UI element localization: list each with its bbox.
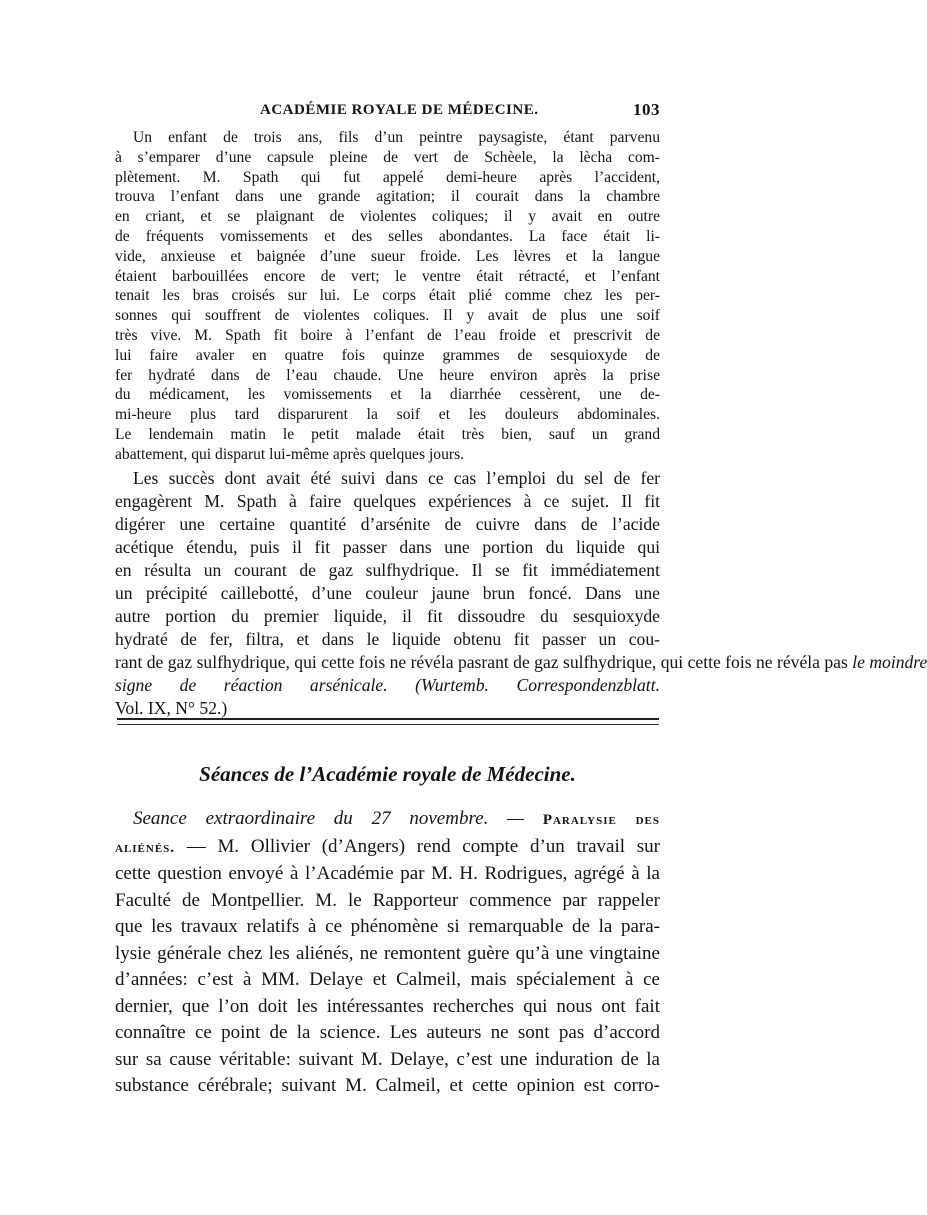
text-line: vide, anxieuse et baignée d’une sueur froide. Les lèvres et la langue <box>115 247 660 265</box>
divider-rule-bottom <box>117 724 659 725</box>
section-title: Séances de l’Académie royale de Médecine. <box>199 762 576 786</box>
seance-heading: Seance extraordinaire du 27 novembre. — <box>133 808 525 829</box>
text-line: Faculté de Montpellier. M. le Rapporteur commence par rappeler <box>115 889 660 911</box>
text-line: autre portion du premier liquide, il fit dissoudre du sesquioxyde <box>115 605 660 626</box>
text-line: du médicament, les vomissements et la diarrhée cessèrent, une de- <box>115 386 660 404</box>
running-title: ACADÉMIE ROYALE DE MÉDECINE. <box>260 102 539 118</box>
text-line: mi-heure plus tard disparurent la soif et les douleurs abdominales. <box>115 406 660 424</box>
text-line <box>115 674 660 697</box>
seance-heading-line <box>115 806 660 834</box>
text-line: fer hydraté dans de l’eau chaude. Une heure environ après la prise <box>115 366 660 384</box>
text-line: que les travaux relatifs à ce phénomène si remarquable de la para- <box>115 916 660 937</box>
text-line: dernier, que l’on doit les intéressantes recherches qui nous ont fait <box>115 995 660 1017</box>
text-line: étaient barbouillées encore de vert; le ventre était rétracté, et l’enfant <box>115 267 660 285</box>
paragraph-spath-experiments <box>115 467 927 720</box>
text-line: sonnes qui souffrent de violentes coliques. Il y avait de plus une soif <box>115 307 660 325</box>
seance-lines <box>115 861 660 1100</box>
seance-topic-1: Paralysie des <box>542 812 661 828</box>
text-line: engagèrent M. Spath à faire quelques expériences à ce sujet. Il fit <box>115 490 660 511</box>
text-line: très vive. M. Spath fit boire à l’enfant de l’eau froide et prescrivit de <box>115 326 660 344</box>
text-line: Le lendemain matin le petit malade était très bien, sauf un grand <box>115 425 660 443</box>
text-line: rant de gaz sulfhydrique, qui cette fois ne révéla pasrant de gaz sulfhydrique, qui cette fois ne révéla pas le moindre <box>115 651 927 672</box>
source-citation: (Wurtemb. Correspondenzblatt. <box>415 674 660 695</box>
text-line: acétique étendu, puis il fit passer dans une portion du liquide qui <box>115 536 660 557</box>
text-line: en criant, et se plaignant de violentes coliques; il y avait en outre <box>115 208 660 226</box>
text-line: de fréquents vomissements et des selles abondantes. La face était li- <box>115 227 660 245</box>
text-line: à s’emparer d’une capsule pleine de vert de Schèele, la lècha com- <box>115 148 660 166</box>
text-line: hydraté de fer, filtra, et dans le liquide obtenu fit passer un cou- <box>115 628 660 649</box>
text-line: cette question envoyé à l’Académie par M. H. Rodrigues, agrégé à la <box>115 863 660 884</box>
source-volume: Vol. IX, N° 52.) <box>115 697 228 718</box>
italic-emphasis: le moindre <box>852 651 927 672</box>
italic-emphasis: signe de réaction arsénicale. <box>115 674 388 695</box>
text-line: lysie générale chez les aliénés, ne remontent guère qu’à une vingtaine <box>115 942 660 964</box>
text-line: abattement, qui disparut lui-même après quelques jours. <box>115 445 465 463</box>
article-body <box>115 128 927 720</box>
text-line: plètement. M. Spath qui fut appelé demi-heure après l’accident, <box>115 168 660 186</box>
text-line: d’années: c’est à MM. Delaye et Calmeil, mais spécialement à ce <box>115 969 660 990</box>
seance-topic-2: aliénés. <box>115 839 176 856</box>
seance-line1-rest: — M. Ollivier (d’Angers) rend compte d’un travail sur <box>186 835 660 857</box>
text-line: lui faire avaler en quatre fois quinze grammes de sesquioxyde de <box>115 346 660 364</box>
paragraph-arsenic-case <box>115 128 660 465</box>
text-line: en résulta un courant de gaz sulfhydrique. Il se fit immédiatement <box>115 559 660 580</box>
divider-rule-top <box>117 718 659 720</box>
seance-line-2 <box>115 834 660 862</box>
text-line: Un enfant de trois ans, fils d’un peintre paysagiste, étant parvenu <box>133 129 660 146</box>
text-line: sur sa cause véritable: suivant M. Delaye, c’est une induration de la <box>115 1048 660 1070</box>
text-line: substance cérébrale; suivant M. Calmeil, et cette opinion est corro- <box>115 1075 660 1096</box>
text-line-start: rant de gaz sulfhydrique, qui cette fois ne révéla pas <box>481 651 848 672</box>
text-line: un précipité caillebotté, d’une couleur jaune brun foncé. Dans une <box>115 582 660 603</box>
seance-paragraph <box>115 806 660 1100</box>
text-line: connaître ce point de la science. Les auteurs ne sont pas d’accord <box>115 1022 660 1043</box>
seance-body <box>115 806 660 1100</box>
page-number: 103 <box>633 100 660 119</box>
text-line: Les succès dont avait été suivi dans ce cas l’emploi du sel de fer <box>133 467 660 488</box>
running-header <box>115 98 660 124</box>
text-line: trouva l’enfant dans une grande agitation; il courait dans la chambre <box>115 188 660 206</box>
text-line: tenait les bras croisés sur lui. Le corps était plié comme chez les per- <box>115 287 660 305</box>
text-line: digérer une certaine quantité d’arsénite de cuivre dans de l’acide <box>115 513 660 534</box>
section-divider <box>117 718 659 729</box>
